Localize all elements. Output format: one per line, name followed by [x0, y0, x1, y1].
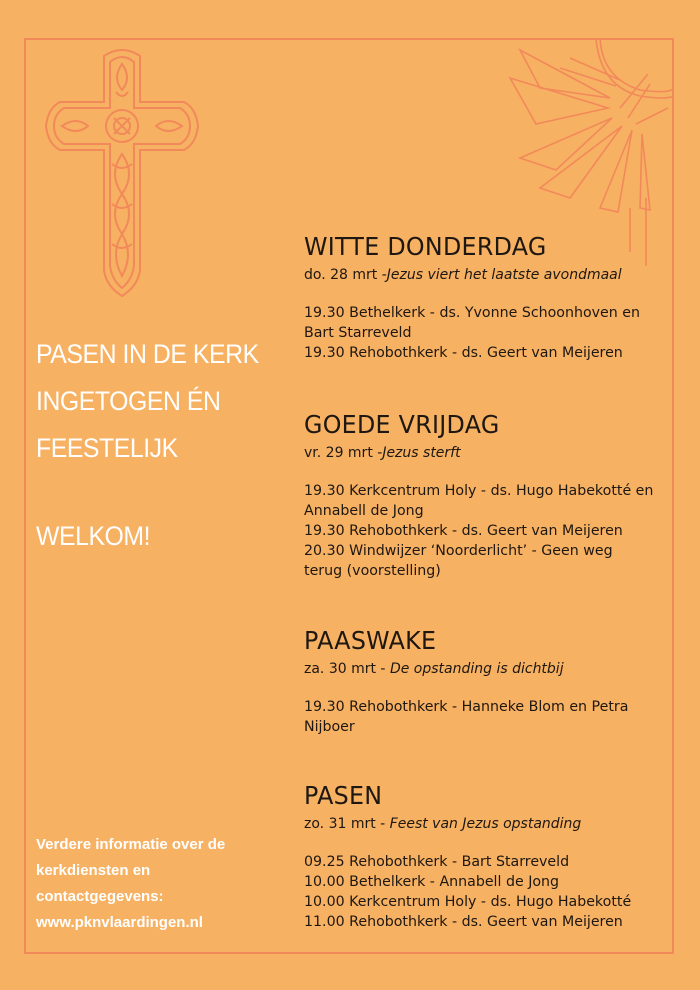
service-date-line: [304, 814, 654, 834]
service-item: 19.30 Rehobothkerk - ds. Geert van Meijeren: [304, 523, 623, 539]
service-date: zo. 31 mrt -: [304, 816, 390, 832]
service-item: 10.00 Kerkcentrum Holy - ds. Hugo Habekotté: [304, 894, 632, 910]
service-item: 19.30 Kerkcentrum Holy - ds. Hugo Habekotté en Annabell de Jong: [304, 483, 654, 519]
service-date: do. 28 mrt -: [304, 267, 387, 283]
service-item: 11.00 Rehobothkerk - ds. Geert van Meijeren: [304, 914, 623, 930]
service-block: [304, 409, 654, 581]
service-theme: Jezus sterft: [382, 445, 461, 461]
service-date: za. 30 mrt -: [304, 661, 390, 677]
info-line: contactgegevens:: [36, 888, 164, 905]
service-title: PASEN: [304, 781, 383, 810]
service-items: [304, 852, 654, 932]
service-block: [304, 780, 654, 932]
service-theme: De opstanding is dichtbij: [389, 661, 564, 677]
service-items: [304, 481, 654, 581]
service-items: [304, 697, 654, 737]
service-item: 20.30 Windwijzer ‘Noorderlicht’ - Geen weg terug (voorstelling): [304, 543, 613, 579]
service-item: 19.30 Bethelkerk - ds. Yvonne Schoonhoven en Bart Starreveld: [304, 305, 640, 341]
service-item: 19.30 Rehobothkerk - ds. Geert van Meijeren: [304, 345, 623, 361]
service-date-line: [304, 443, 654, 463]
website-link[interactable]: www.pknvlaardingen.nl: [36, 914, 203, 931]
service-date-line: [304, 265, 654, 285]
service-title: PAASWAKE: [304, 626, 437, 655]
info-line: Verdere informatie over de: [36, 836, 226, 853]
service-date: vr. 29 mrt -: [304, 445, 383, 461]
info-block: [36, 832, 225, 936]
service-item: 09.25 Rehobothkerk - Bart Starreveld: [304, 854, 570, 870]
service-block: [304, 231, 654, 363]
welcome-text: WELKOM!: [36, 521, 151, 551]
service-item: 10.00 Bethelkerk - Annabell de Jong: [304, 874, 560, 890]
service-theme: Feest van Jezus opstanding: [389, 816, 582, 832]
service-theme: Jezus viert het laatste avondmaal: [386, 267, 622, 283]
headline-line: PASEN IN DE KERK: [36, 339, 259, 369]
headline: [36, 331, 259, 472]
service-date-line: [304, 659, 654, 679]
service-items: [304, 303, 654, 363]
service-item: 19.30 Rehobothkerk - Hanneke Blom en Petra Nijboer: [304, 699, 629, 735]
service-block: [304, 625, 654, 737]
service-title: WITTE DONDERDAG: [304, 232, 547, 261]
service-title: GOEDE VRIJDAG: [304, 410, 500, 439]
headline-line: INGETOGEN ÉN: [36, 386, 221, 416]
cross-ornament: [38, 44, 206, 300]
headline-line: FEESTELIJK: [36, 433, 178, 463]
info-line: kerkdiensten en: [36, 862, 151, 879]
